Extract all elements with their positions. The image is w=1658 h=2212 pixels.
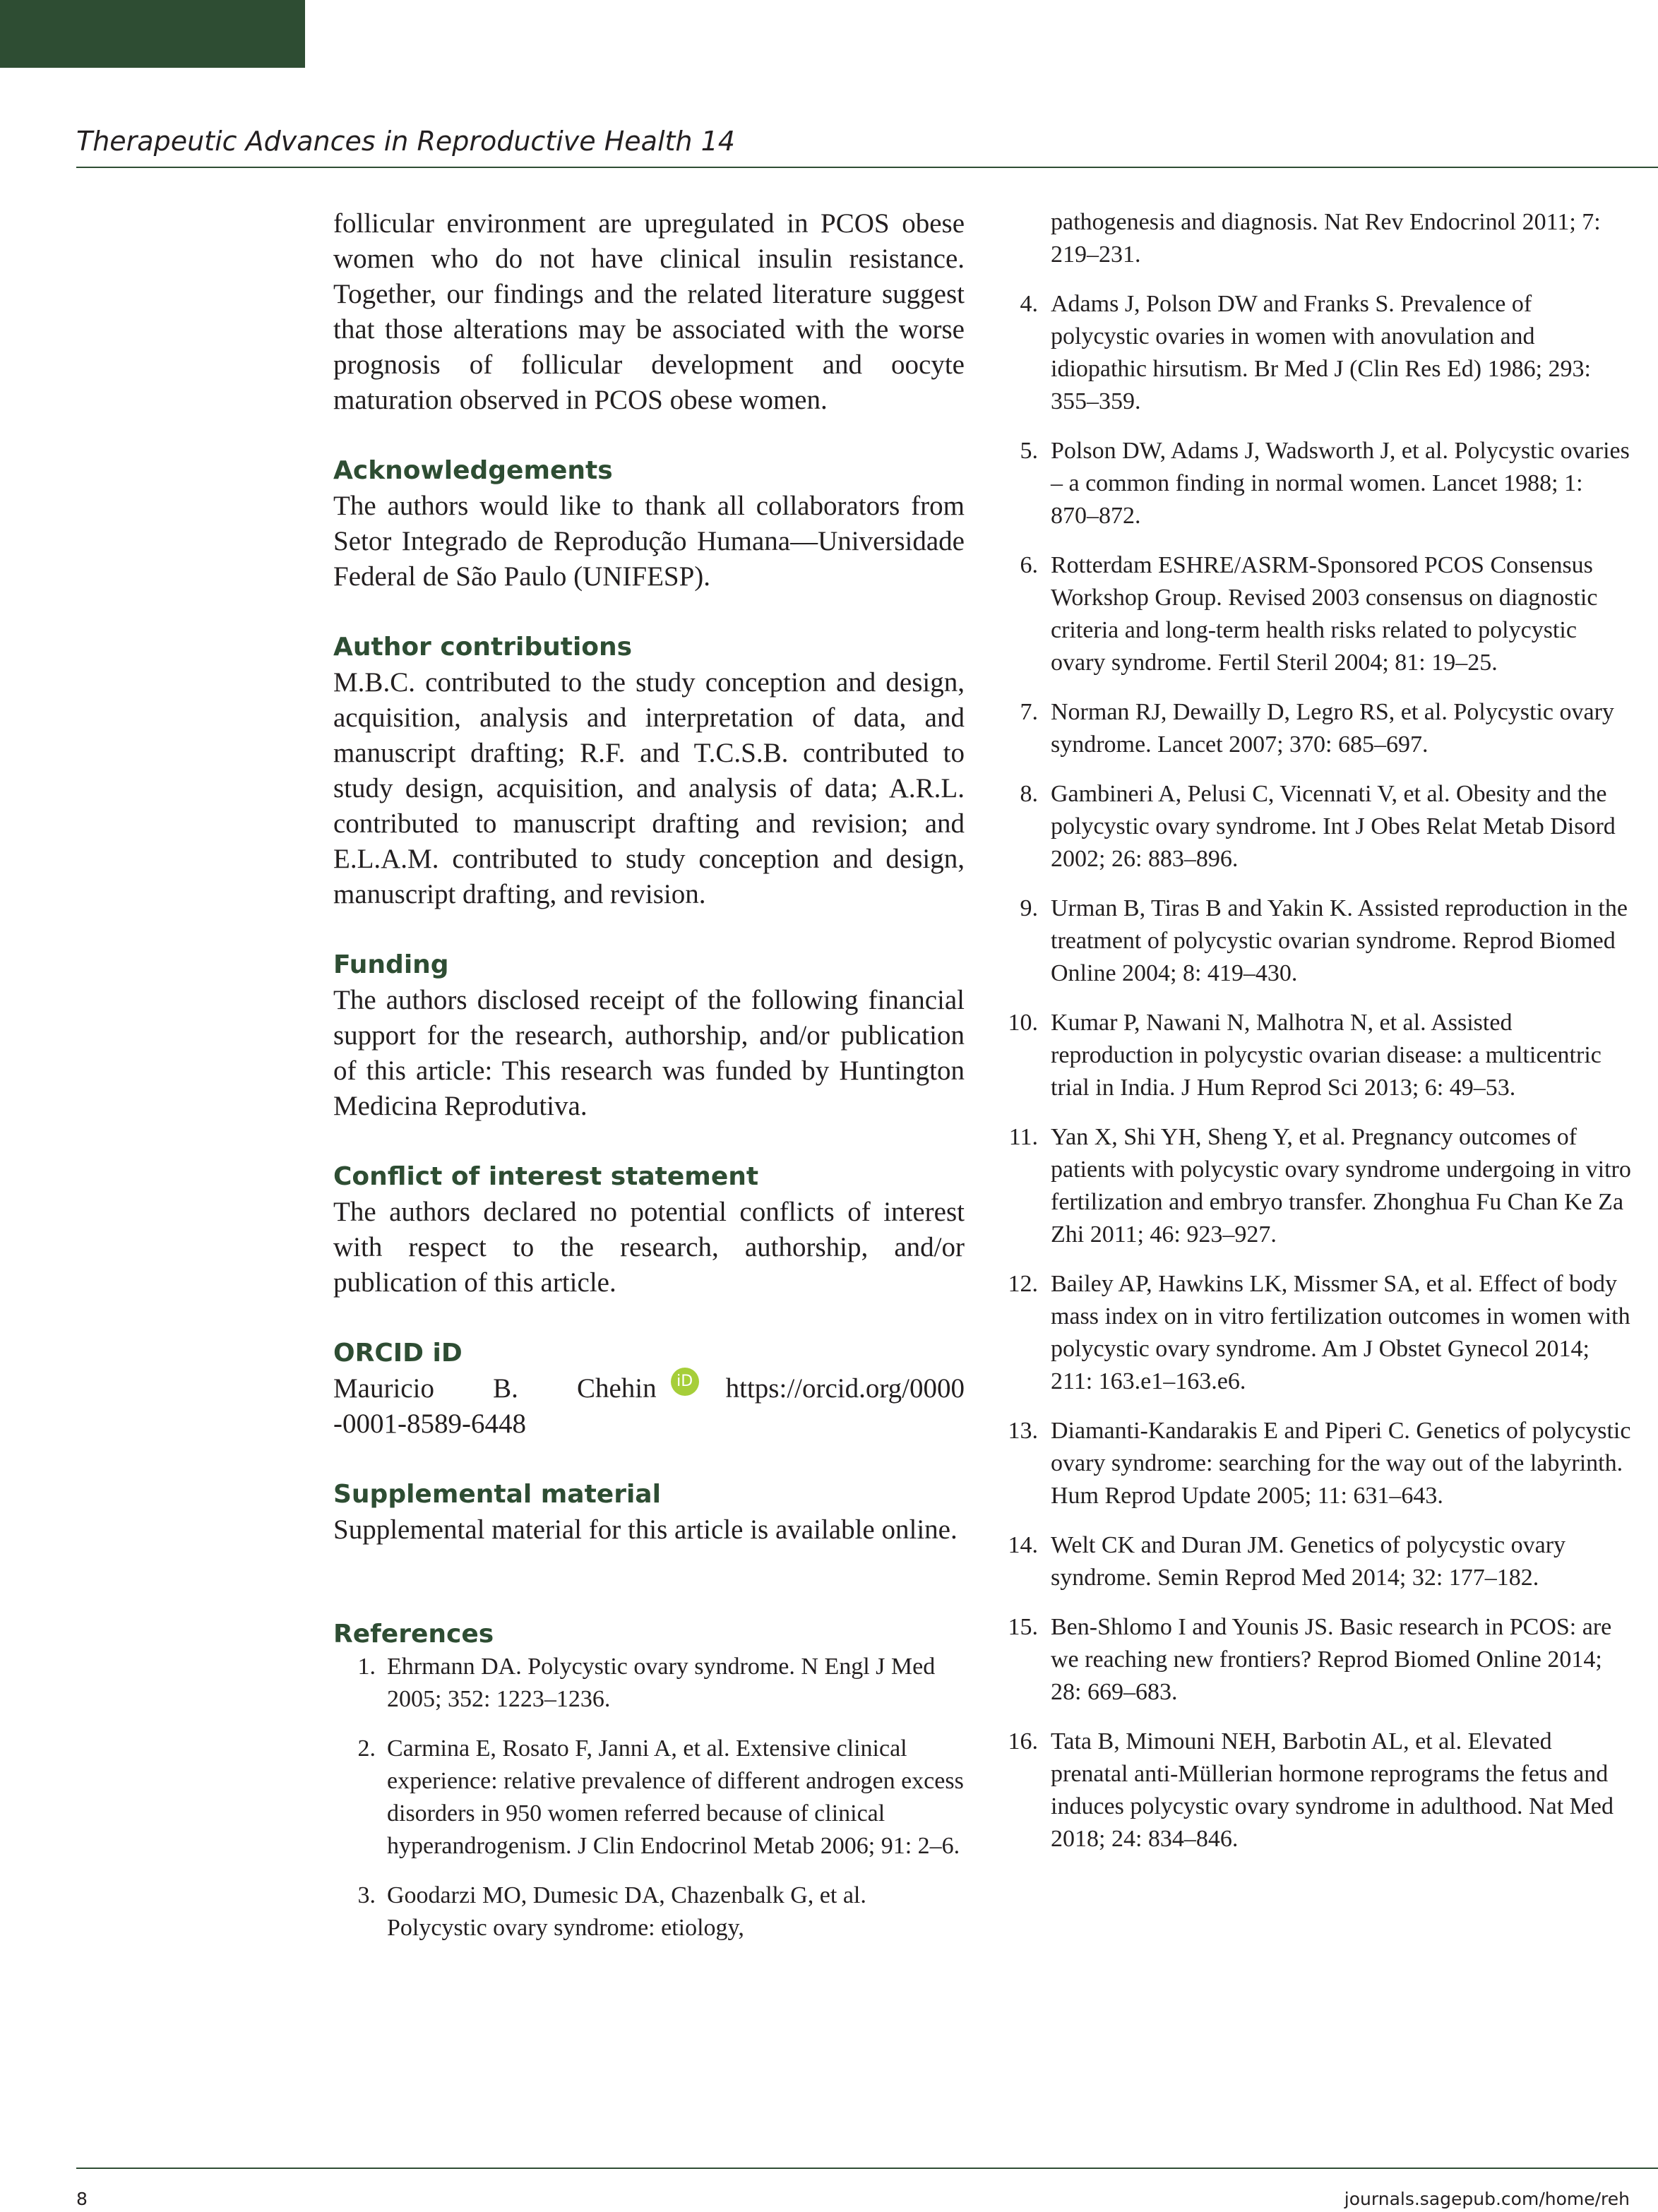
reference-text: Bailey AP, Hawkins LK, Missmer SA, et al. Effect of body mass index on in vitro fertilization outcomes in women with polycystic ovary syndrome. Am J Obstet Gynecol 2014; 211: 163.e1–163.e6.	[1051, 1271, 1630, 1394]
reference-text: Goodarzi MO, Dumesic DA, Chazenbalk G, et al. Polycystic ovary syndrome: etiology,	[387, 1882, 866, 1941]
reference-text: Adams J, Polson DW and Franks S. Prevalence of polycystic ovaries in women with anovulation and idiopathic hirsutism. Br Med J (Clin Res Ed) 1986; 293: 355–359.	[1051, 291, 1591, 414]
reference-text: Polson DW, Adams J, Wadsworth J, et al. Polycystic ovaries – a common finding in normal women. Lancet 1988; 1: 870–872.	[1051, 438, 1630, 529]
left-column	[333, 206, 965, 1961]
orcid-url[interactable]: https://orcid.org/0000	[725, 1373, 965, 1404]
reference-text: Welt CK and Duran JM. Genetics of polycystic ovary syndrome. Semin Reprod Med 2014; 32: 177–182.	[1051, 1532, 1566, 1591]
reference-item	[996, 696, 1631, 761]
references-heading: References	[333, 1620, 494, 1649]
reference-number: 15.	[1008, 1614, 1038, 1640]
reference-number: 1.	[357, 1654, 376, 1680]
reference-text: Gambineri A, Pelusi C, Vicennati V, et al. Obesity and the polycystic ovary syndrome. Int J Obes Relat Metab Disord 2002; 26: 883–896.	[1051, 781, 1616, 872]
reference-text: Tata B, Mimouni NEH, Barbotin AL, et al. Elevated prenatal anti-Müllerian hormone reprograms the fetus and induces polycystic ovary syndrome in adulthood. Nat Med 2018; 24: 834–846.	[1051, 1728, 1614, 1852]
reference-number: 16.	[1008, 1728, 1038, 1754]
reference-text: Carmina E, Rosato F, Janni A, et al. Extensive clinical experience: relative prevalence of different androgen excess disorders in 950 women referred because of clinical hyperandrogenism. J Clin Endocrinol Metab 2006; 91: 2–6.	[387, 1735, 964, 1859]
funding-heading: Funding	[333, 950, 449, 979]
reference-item	[996, 1529, 1631, 1594]
right-column	[996, 206, 1631, 1872]
reference-text: Kumar P, Nawani N, Malhotra N, et al. Assisted reproduction in polycystic ovarian disease: a multicentric trial in India. J Hum Reprod Sci 2013; 6: 49–53.	[1051, 1010, 1602, 1101]
reference-text: Norman RJ, Dewailly D, Legro RS, et al. Polycystic ovary syndrome. Lancet 2007; 370: 685–697.	[1051, 699, 1614, 758]
conflict-text: The authors declared no potential conflicts of interest with respect to the research, authorship, and/or publication of this article.	[333, 1197, 965, 1298]
reference-text: Diamanti-Kandarakis E and Piperi C. Genetics of polycystic ovary syndrome: searching for the way out of the labyrinth. Hum Reprod Update 2005; 11: 631–643.	[1051, 1418, 1631, 1509]
reference-number: 14.	[1008, 1532, 1038, 1558]
funding-text: The authors disclosed receipt of the following financial support for the research, authorship, and/or publication of this article: This research was funded by Huntington Medicina Reprodutiva.	[333, 985, 965, 1121]
orcid-author-name: Mauricio B. Chehin	[333, 1373, 657, 1404]
acknowledgements-text: The authors would like to thank all collaborators from Setor Integrado de Reprodução Humana—Universidade Federal de São Paulo (UNIFESP).	[333, 491, 965, 592]
reference-text: Rotterdam ESHRE/ASRM-Sponsored PCOS Consensus Workshop Group. Revised 2003 consensus on diagnostic criteria and long-term health risks related to polycystic ovary syndrome. Fertil Steril 2004; 81: 19–25.	[1051, 552, 1598, 676]
acknowledgements-heading: Acknowledgements	[333, 456, 613, 485]
reference-item	[333, 1733, 965, 1863]
supplemental-text: Supplemental material for this article is available online.	[333, 1514, 958, 1545]
footer-divider	[76, 2168, 1658, 2169]
references-list-left	[333, 1651, 965, 1944]
reference-number: 3.	[357, 1882, 376, 1908]
page-number: 8	[76, 2189, 88, 2209]
orcid-entry	[333, 1371, 965, 1406]
reference-text: Ehrmann DA. Polycystic ovary syndrome. N Engl J Med 2005; 352: 1223–1236.	[387, 1654, 936, 1712]
journal-url[interactable]: journals.sagepub.com/home/reh	[1344, 2189, 1630, 2209]
reference-number: 9.	[1020, 895, 1038, 921]
reference-item	[996, 778, 1631, 875]
reference-number: 11.	[1008, 1124, 1038, 1150]
reference-number: 12.	[1008, 1271, 1038, 1297]
reference-item	[333, 1879, 965, 1944]
orcid-heading: ORCID iD	[333, 1339, 463, 1368]
reference-item	[996, 1121, 1631, 1251]
reference-item	[996, 1268, 1631, 1398]
reference-text: Urman B, Tiras B and Yakin K. Assisted reproduction in the treatment of polycystic ovarian syndrome. Reprod Biomed Online 2004; 8: 419–430.	[1051, 895, 1628, 986]
header-color-bar	[0, 0, 305, 68]
header-divider	[76, 167, 1658, 168]
journal-title: Therapeutic Advances in Reproductive Health 14	[76, 126, 735, 157]
author-contributions-heading: Author contributions	[333, 633, 633, 662]
reference-number: 7.	[1020, 699, 1038, 725]
reference-number: 13.	[1008, 1418, 1038, 1444]
reference-text: Yan X, Shi YH, Sheng Y, et al. Pregnancy outcomes of patients with polycystic ovary syndrome undergoing in vitro fertilization and embryo transfer. Zhonghua Fu Chan Ke Za Zhi 2011; 46: 923–927.	[1051, 1124, 1631, 1248]
reference-item	[996, 288, 1631, 418]
reference-item	[333, 1651, 965, 1716]
intro-paragraph: follicular environment are upregulated in PCOS obese women who do not have clinical insulin resistance. Together, our findings and the related literature suggest that those alterations may be associated with the worse prognosis of follicular development and oocyte maturation observed in PCOS obese women.	[333, 208, 965, 415]
conflict-heading: Conflict of interest statement	[333, 1162, 759, 1191]
orcid-url-continued	[333, 1406, 965, 1442]
reference-item	[996, 549, 1631, 679]
reference-item	[996, 1415, 1631, 1512]
reference-item	[996, 1726, 1631, 1855]
reference-item	[996, 892, 1631, 990]
reference-number: 4.	[1020, 291, 1038, 317]
supplemental-heading: Supplemental material	[333, 1480, 661, 1509]
author-contributions-text: M.B.C. contributed to the study conception and design, acquisition, analysis and interpretation of data, and manuscript drafting; R.F. and T.C.S.B. contributed to study design, acquisition, and analysis of data; A.R.L. contributed to manuscript drafting and revision; and E.L.A.M. contributed to study conception and design, manuscript drafting, and revision.	[333, 667, 965, 909]
reference-3-continued: pathogenesis and diagnosis. Nat Rev Endocrinol 2011; 7: 219–231.	[1051, 209, 1601, 268]
orcid-url-part2[interactable]: -0001-8589-6448	[333, 1409, 526, 1439]
reference-number: 5.	[1020, 438, 1038, 464]
reference-item	[996, 435, 1631, 532]
references-list-right	[996, 288, 1631, 1855]
reference-number: 6.	[1020, 552, 1038, 578]
reference-number: 8.	[1020, 781, 1038, 807]
reference-number: 2.	[357, 1735, 376, 1762]
reference-item	[996, 1007, 1631, 1104]
reference-item	[996, 1611, 1631, 1709]
reference-text: Ben-Shlomo I and Younis JS. Basic research in PCOS: are we reaching new frontiers? Reprod Biomed Online 2014; 28: 669–683.	[1051, 1614, 1612, 1705]
reference-number: 10.	[1008, 1010, 1038, 1036]
orcid-icon: iD	[671, 1368, 699, 1396]
